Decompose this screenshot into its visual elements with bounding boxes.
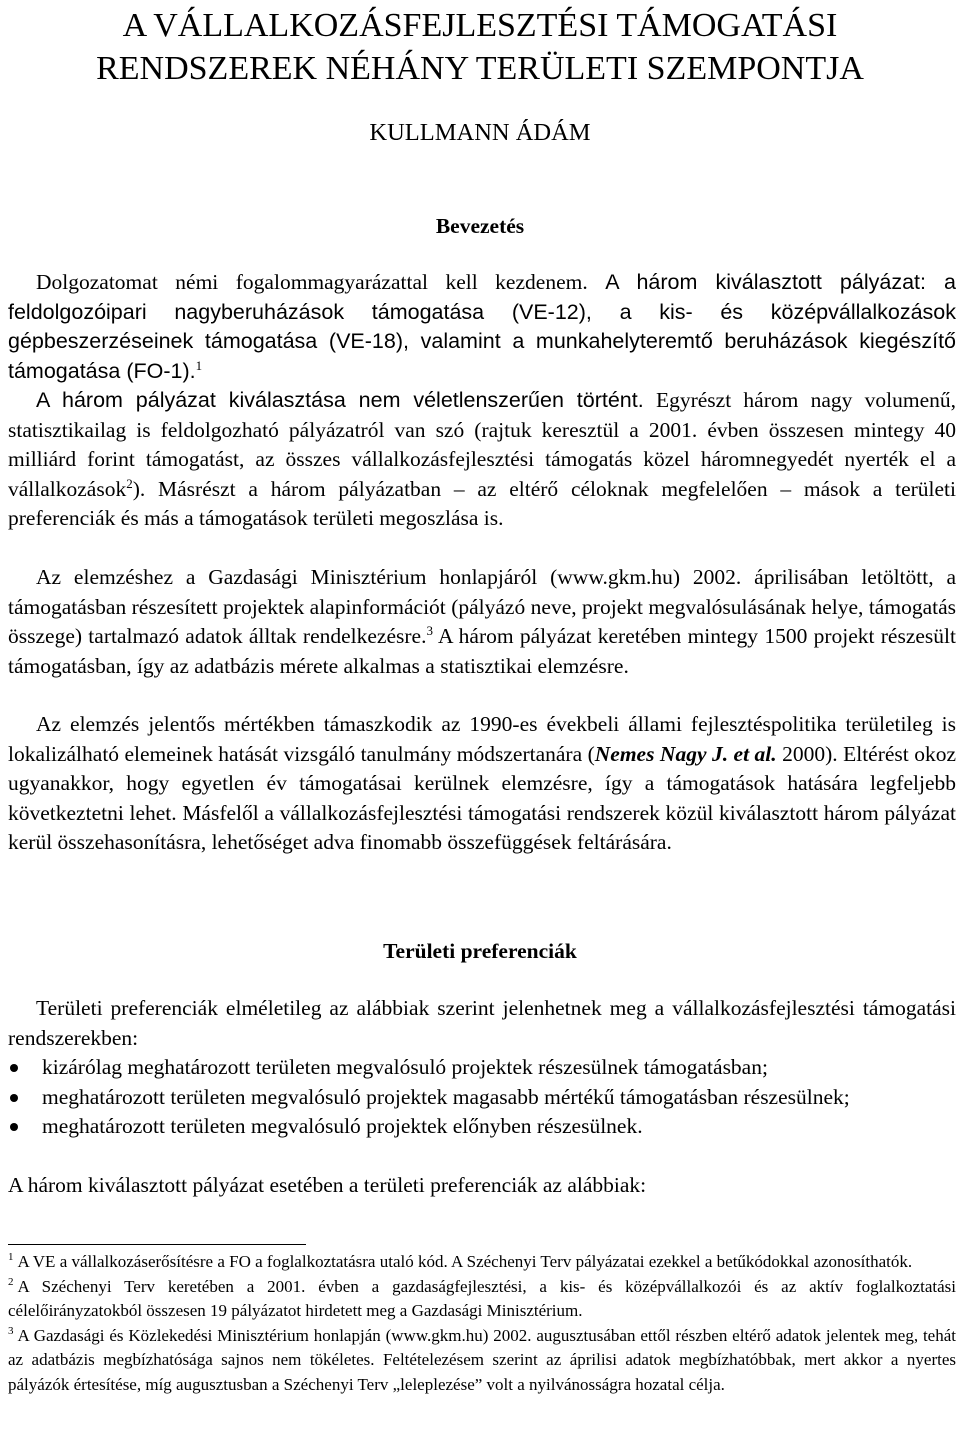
footnote-number: 3 <box>8 1324 14 1337</box>
intro-p4-tail: 2000). Eltérést okoz ugyanakkor, hogy egyetlen év támogatásai kerülnek elemzésre, így a támogatások hatására legfeljebb következtetni lehet. Másfelől a vállalkozásfejlesztési támogatási rendszerek közül kiválasztott három pályázat kerül összehasonításra, lehetőséget adva finomabb összefüggések feltárására. <box>8 741 957 855</box>
bullet-icon <box>10 1123 18 1131</box>
intro-p3-tail: A három pályázat keretében mintegy 1500 projekt részesült támogatásban, így az adatbázis mérete alkalmas a statisztikai elemzésre. <box>8 624 956 678</box>
heading-introduction: Bevezetés <box>435 214 525 238</box>
paragraph-intro-3 <box>8 563 956 681</box>
paragraph-preferences-closing: A három kiválasztott pályázat esetében a területi preferenciák az alábbiak: <box>8 1173 647 1197</box>
intro-p2-lead: A három pályázat kiválasztása nem véletlenszerűen történt. <box>36 388 644 412</box>
footnote-1: $^1$ A VE a vállalkozáserősítésre a FO a foglalkoztatásra utaló kód. A Széchenyi Terv pályázatai ezekkel a betűkódokkal azonosíthatók. <box>8 1251 913 1271</box>
footnote-ref-2[interactable]: 2 <box>126 475 133 491</box>
footnote-ref-3[interactable]: 3 <box>426 623 433 639</box>
intro-p2-tail: ). Másrészt a három pályázatban – az eltérő céloknak megfelelően – mások a területi preferenciák és más a támogatások területi megoszlása is. <box>8 476 956 531</box>
list-item: kizárólag meghatározott területen megvalósuló projektek részesülnek támogatásban; <box>0 1053 956 1083</box>
list-item: meghatározott területen megvalósuló projektek előnyben részesülnek. <box>0 1112 956 1142</box>
intro-p2-body: Egyrészt három nagy volumenű, statisztikailag is feldolgozható pályázatról van szó (rajtuk keresztül a 2001. évben összesen mintegy 40 milliárd forint támogatást, az összes vállalkozásfejlesztési támogatás közel háromnegyedét nyerték el a vállalkozások <box>8 388 956 501</box>
footnote-number: 2 <box>8 1275 14 1288</box>
footnotes <box>8 1250 956 1397</box>
paragraph-intro-1 <box>8 268 956 386</box>
paragraph-preferences-intro: Területi preferenciák elméletileg az alábbiak szerint jelenhetnek meg a vállalkozásfejlesztési támogatási rendszerekben: <box>8 996 956 1050</box>
intro-p3-body: Az elemzéshez a Gazdasági Minisztérium honlapjáról (www.gkm.hu) 2002. áprilisában letöltött, a támogatásban részesített projektek alapinformációt (pályázó neve, projekt megvalósulásának helye, támogatás összege) tartalmazó adatok álltak rendelkezésre. <box>8 565 956 649</box>
citation-author: Nemes Nagy J. et al. <box>594 741 777 766</box>
footnote-3: $^3$ A Gazdasági és Közlekedési Minisztérium honlapján (www.gkm.hu) 2002. augusztusában ettől részben eltérő adatok jelentek meg, tehát az adatbázis megbízhatósága sajnos nem tökéletes. Feltételezésem szerint az áprilisi adatok megbízhatóbbak, mert akkor a nyertes pályázók értesítése, míg augusztusban a Széchenyi Terv „leleplezése” volt a nyilvánosságra hozatal célja. <box>8 1324 956 1394</box>
title-line-2: RENDSZEREK NÉHÁNY TERÜLETI SZEMPONTJA <box>96 50 864 87</box>
intro-p4-body: Az elemzés jelentős mértékben támaszkodik az 1990-es évekbeli állami fejlesztéspolitika területileg is lokalizálható elemeinek hatását vizsgáló tanulmány módszertanára ( <box>8 712 956 766</box>
intro-p1-body: A három kiválasztott pályázat: a feldolgozóipari nagyberuházások támogatása (VE-12), a kis- és középvállalkozások gépbeszerzéseinek támogatása (VE-18), valamint a munkahelyteremtő beruházások kiegészítő támogatása (FO-1). <box>8 270 957 383</box>
paragraph-intro-4 <box>8 710 956 858</box>
bullet-icon <box>10 1064 18 1072</box>
paragraph-intro-2 <box>8 386 956 534</box>
footnote-separator <box>8 1244 306 1245</box>
heading-territorial-preferences: Területi preferenciák <box>383 939 577 963</box>
footnote-ref-1[interactable]: 1 <box>195 357 203 373</box>
preference-list <box>0 1053 956 1142</box>
bullet-icon <box>10 1094 18 1102</box>
footnote-2: $^2$ A Széchenyi Terv keretében a 2001. évben a gazdaságfejlesztési, a kis- és középvállalkozói és az aktív foglalkoztatási célelőirányzatokból összesen 19 pályázatot hirdetett meg a Gazdasági Minisztérium. <box>8 1275 956 1320</box>
title-line-1: A VÁLLALKOZÁSFEJLESZTÉSI TÁMOGATÁSI <box>122 7 838 44</box>
footnote-number: 1 <box>8 1251 14 1263</box>
document-title <box>0 4 960 90</box>
author-name: KULLMANN ÁDÁM <box>369 119 591 146</box>
intro-p1-lead: Dolgozatomat némi fogalommagyarázattal kell kezdenem. <box>36 270 588 294</box>
list-item: meghatározott területen megvalósuló projektek magasabb mértékű támogatásban részesülnek; <box>0 1083 956 1113</box>
